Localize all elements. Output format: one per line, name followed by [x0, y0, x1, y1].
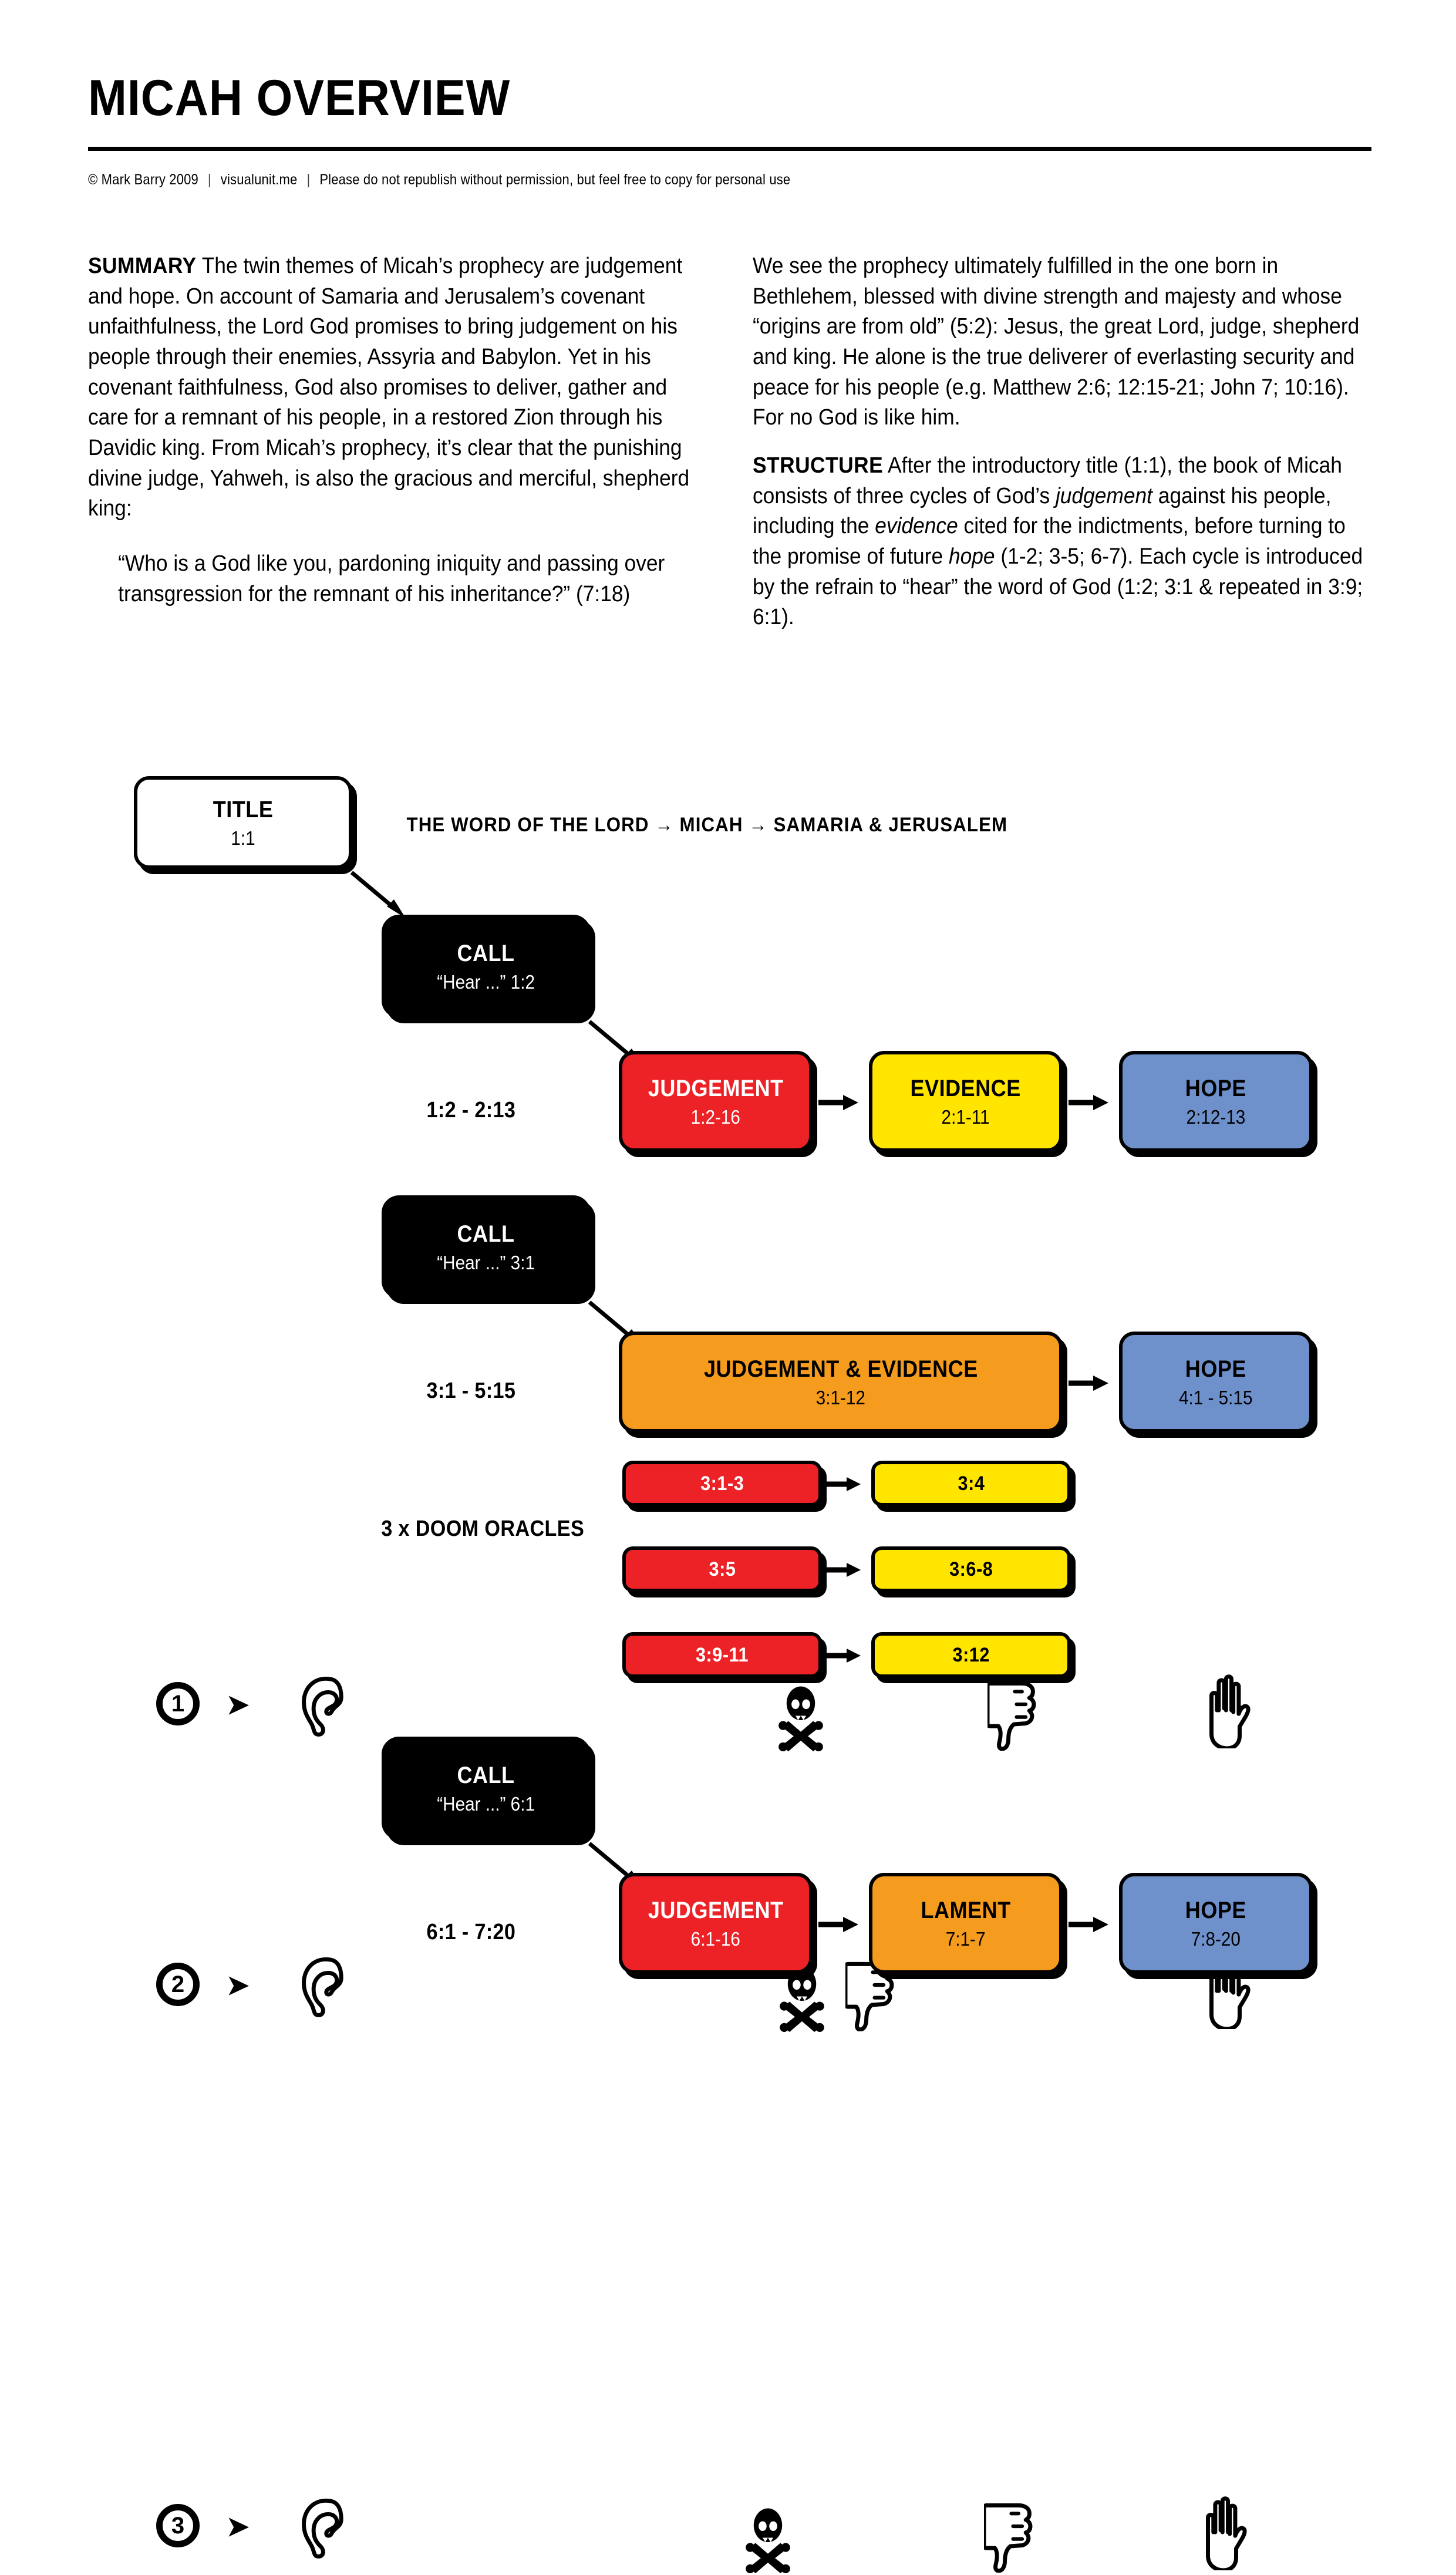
skull-crossbones-icon — [774, 1684, 828, 1753]
call-1-label: CALL — [457, 940, 515, 966]
credit-line — [88, 171, 1225, 188]
lament-3-label: LAMENT — [921, 1897, 1011, 1923]
node-title-ref: 1:1 — [231, 827, 255, 849]
credit-notice: Please do not republish without permission, but feel free to copy for personal use — [319, 171, 791, 188]
call-3-label: CALL — [457, 1762, 515, 1788]
node-judgement-evidence-cycle-2[interactable] — [619, 1332, 1063, 1433]
call-2-label: CALL — [457, 1221, 515, 1247]
credit-copyright: © Mark Barry 2009 — [88, 171, 198, 188]
structure-text-2: against his people, including the — [753, 483, 1332, 539]
lament-3-ref: 7:1-7 — [946, 1927, 986, 1950]
cycle-1-number-label: 1 — [171, 1690, 185, 1717]
summary-column — [88, 251, 705, 609]
thumbs-down-icon — [984, 2500, 1040, 2573]
structure-text-3: cited for the indictments, before turning to the promise of future — [753, 514, 1346, 569]
node-title-label: TITLE — [213, 796, 274, 823]
summary-quote: “Who is a God like you, pardoning iniquity and passing over transgression for the remnant of his inheritance?” (7:18) — [118, 551, 665, 606]
summary-paragraph — [88, 251, 705, 524]
hope-1-label: HOPE — [1185, 1075, 1247, 1101]
cycle-2-number — [156, 1963, 200, 2006]
thumbs-down-icon — [987, 1678, 1044, 1751]
node-title[interactable] — [134, 776, 352, 869]
judgement-evidence-2-ref: 3:1-12 — [815, 1386, 866, 1408]
structure-text-4: (1-2; 3-5; 6-7). Each cycle is introduced by the refrain to “hear” the word of God (1:2; 3:1 & repeated in 3:9; 6:1). — [753, 544, 1363, 630]
arrow-evidence1-to-hope1 — [1069, 1091, 1112, 1114]
hope-1-ref: 2:12-13 — [1186, 1106, 1246, 1128]
node-judgement-cycle-3[interactable] — [619, 1873, 813, 1974]
cycle-3-number-label: 3 — [171, 2512, 185, 2539]
arrow-judgement1-to-evidence1 — [818, 1091, 862, 1114]
micah-structure-diagram — [0, 746, 1456, 2542]
doom-accusation-2-ref: 3:5 — [709, 1558, 736, 1580]
cycle-1-caret-icon: ➤ — [227, 1689, 250, 1720]
judgement-1-label: JUDGEMENT — [648, 1075, 784, 1101]
cycle-2-range: 3:1 - 5:15 — [426, 1378, 516, 1403]
node-call-cycle-3[interactable] — [382, 1737, 591, 1840]
judgement-1-ref: 1:2-16 — [690, 1106, 741, 1128]
doom-verdict-2-ref: 3:6-8 — [949, 1558, 993, 1580]
node-call-cycle-2[interactable] — [382, 1195, 591, 1299]
structure-lead-label: STRUCTURE — [753, 453, 884, 478]
skull-crossbones-icon — [775, 1964, 829, 2034]
cycle-2-caret-icon: ➤ — [227, 1970, 250, 2000]
judgement-evidence-2-label: JUDGEMENT & EVIDENCE — [703, 1356, 978, 1382]
flow-label-word-of-lord: THE WORD OF THE LORD → MICAH → SAMARIA & JERUSALEM — [406, 814, 1008, 836]
node-hope-cycle-2[interactable] — [1119, 1332, 1313, 1433]
node-doom-verdict-3[interactable] — [871, 1632, 1071, 1678]
call-2-ref: “Hear ...” 3:1 — [437, 1251, 535, 1273]
arrow-lament3-to-hope3 — [1069, 1913, 1112, 1936]
structure-paragraph — [753, 451, 1370, 633]
evidence-1-label: EVIDENCE — [910, 1075, 1022, 1101]
header-divider — [88, 147, 1371, 151]
hope-3-label: HOPE — [1185, 1897, 1247, 1923]
cycle-3-number — [156, 2504, 200, 2547]
arrow-judgementevidence2-to-hope2 — [1069, 1371, 1112, 1395]
doom-oracles-label: 3 x DOOM ORACLES — [381, 1516, 585, 1541]
judgement-3-ref: 6:1-16 — [690, 1927, 741, 1950]
node-doom-accusation-3[interactable] — [622, 1632, 822, 1678]
doom-verdict-3-ref: 3:12 — [952, 1644, 990, 1666]
node-evidence-cycle-1[interactable] — [869, 1051, 1063, 1152]
doom-verdict-1-ref: 3:4 — [958, 1472, 985, 1495]
cycle-1-number — [156, 1682, 200, 1725]
structure-text-1: After the introductory title (1:1), the book of Micah consists of three cycles of God’s — [753, 453, 1342, 508]
arrow-doom-2 — [827, 1559, 864, 1581]
node-doom-verdict-1[interactable] — [871, 1461, 1071, 1506]
arrow-doom-3 — [827, 1644, 864, 1667]
node-doom-accusation-2[interactable] — [622, 1546, 822, 1592]
ear-icon — [297, 2496, 346, 2560]
credit-separator-2: | — [306, 171, 311, 188]
open-hand-icon — [1200, 1672, 1261, 1748]
structure-emphasis-hope: hope — [948, 544, 995, 569]
node-judgement-cycle-1[interactable] — [619, 1051, 813, 1152]
cycle-1-range: 1:2 - 2:13 — [426, 1098, 516, 1123]
arrow-doom-1 — [827, 1473, 864, 1495]
hope-2-label: HOPE — [1185, 1356, 1247, 1382]
doom-accusation-1-ref: 3:1-3 — [700, 1472, 744, 1495]
structure-emphasis-judgement: judgement — [1055, 483, 1152, 508]
hope-3-ref: 7:8-20 — [1191, 1927, 1241, 1950]
arrow-judgement3-to-lament3 — [818, 1913, 862, 1936]
credit-site-link[interactable]: visualunit.me — [220, 171, 298, 188]
open-hand-icon — [1197, 2494, 1258, 2570]
hope-2-ref: 4:1 - 5:15 — [1179, 1386, 1253, 1408]
call-3-ref: “Hear ...” 6:1 — [437, 1792, 535, 1815]
ear-icon — [297, 1955, 346, 2018]
call-1-ref: “Hear ...” 1:2 — [437, 970, 535, 993]
right-column — [753, 251, 1370, 651]
cycle-3-caret-icon: ➤ — [227, 2511, 250, 2542]
credit-separator-1: | — [207, 171, 211, 188]
ear-icon — [297, 1674, 346, 1738]
summary-lead-label: SUMMARY — [88, 254, 197, 278]
cycle-2-number-label: 2 — [171, 1971, 185, 1997]
cycle-3-range: 6:1 - 7:20 — [426, 1920, 516, 1944]
evidence-1-ref: 2:1-11 — [941, 1106, 990, 1128]
judgement-3-label: JUDGEMENT — [648, 1897, 784, 1923]
node-lament-cycle-3[interactable] — [869, 1873, 1063, 1974]
fulfilment-paragraph: We see the prophecy ultimately fulfilled in the one born in Bethlehem, blessed with divine strength and majesty and whose “origins are from old” (5:2): Jesus, the great Lord, judge, shepherd and king. He alone is the true deliverer of everlasting security and peace for his people (e.g. Matthew 2:6; 12:15-21; John 7; 10:16). For no God is like him. — [753, 254, 1360, 430]
node-doom-accusation-1[interactable] — [622, 1461, 822, 1506]
node-hope-cycle-1[interactable] — [1119, 1051, 1313, 1152]
doom-accusation-3-ref: 3:9-11 — [695, 1644, 749, 1666]
node-hope-cycle-3[interactable] — [1119, 1873, 1313, 1974]
node-call-cycle-1[interactable] — [382, 915, 591, 1018]
node-doom-verdict-2[interactable] — [871, 1546, 1071, 1592]
page-title: MICAH OVERVIEW — [88, 70, 511, 126]
structure-emphasis-evidence: evidence — [875, 514, 958, 539]
skull-crossbones-icon — [741, 2506, 795, 2575]
summary-body-text: The twin themes of Micah’s prophecy are judgement and hope. On account of Samaria and Jerusalem’s covenant unfaithfulness, the Lord God promises to bring judgement on his people through their enemies, Assyria and Babylon. Yet in his covenant faithfulness, God also promises to deliver, gather and care for a remnant of his people, in a restored Zion through his Davidic king. From Micah’s prophecy, it’s clear that the punishing divine judge, Yahweh, is also the gracious and merciful, shepherd king: — [88, 254, 690, 521]
